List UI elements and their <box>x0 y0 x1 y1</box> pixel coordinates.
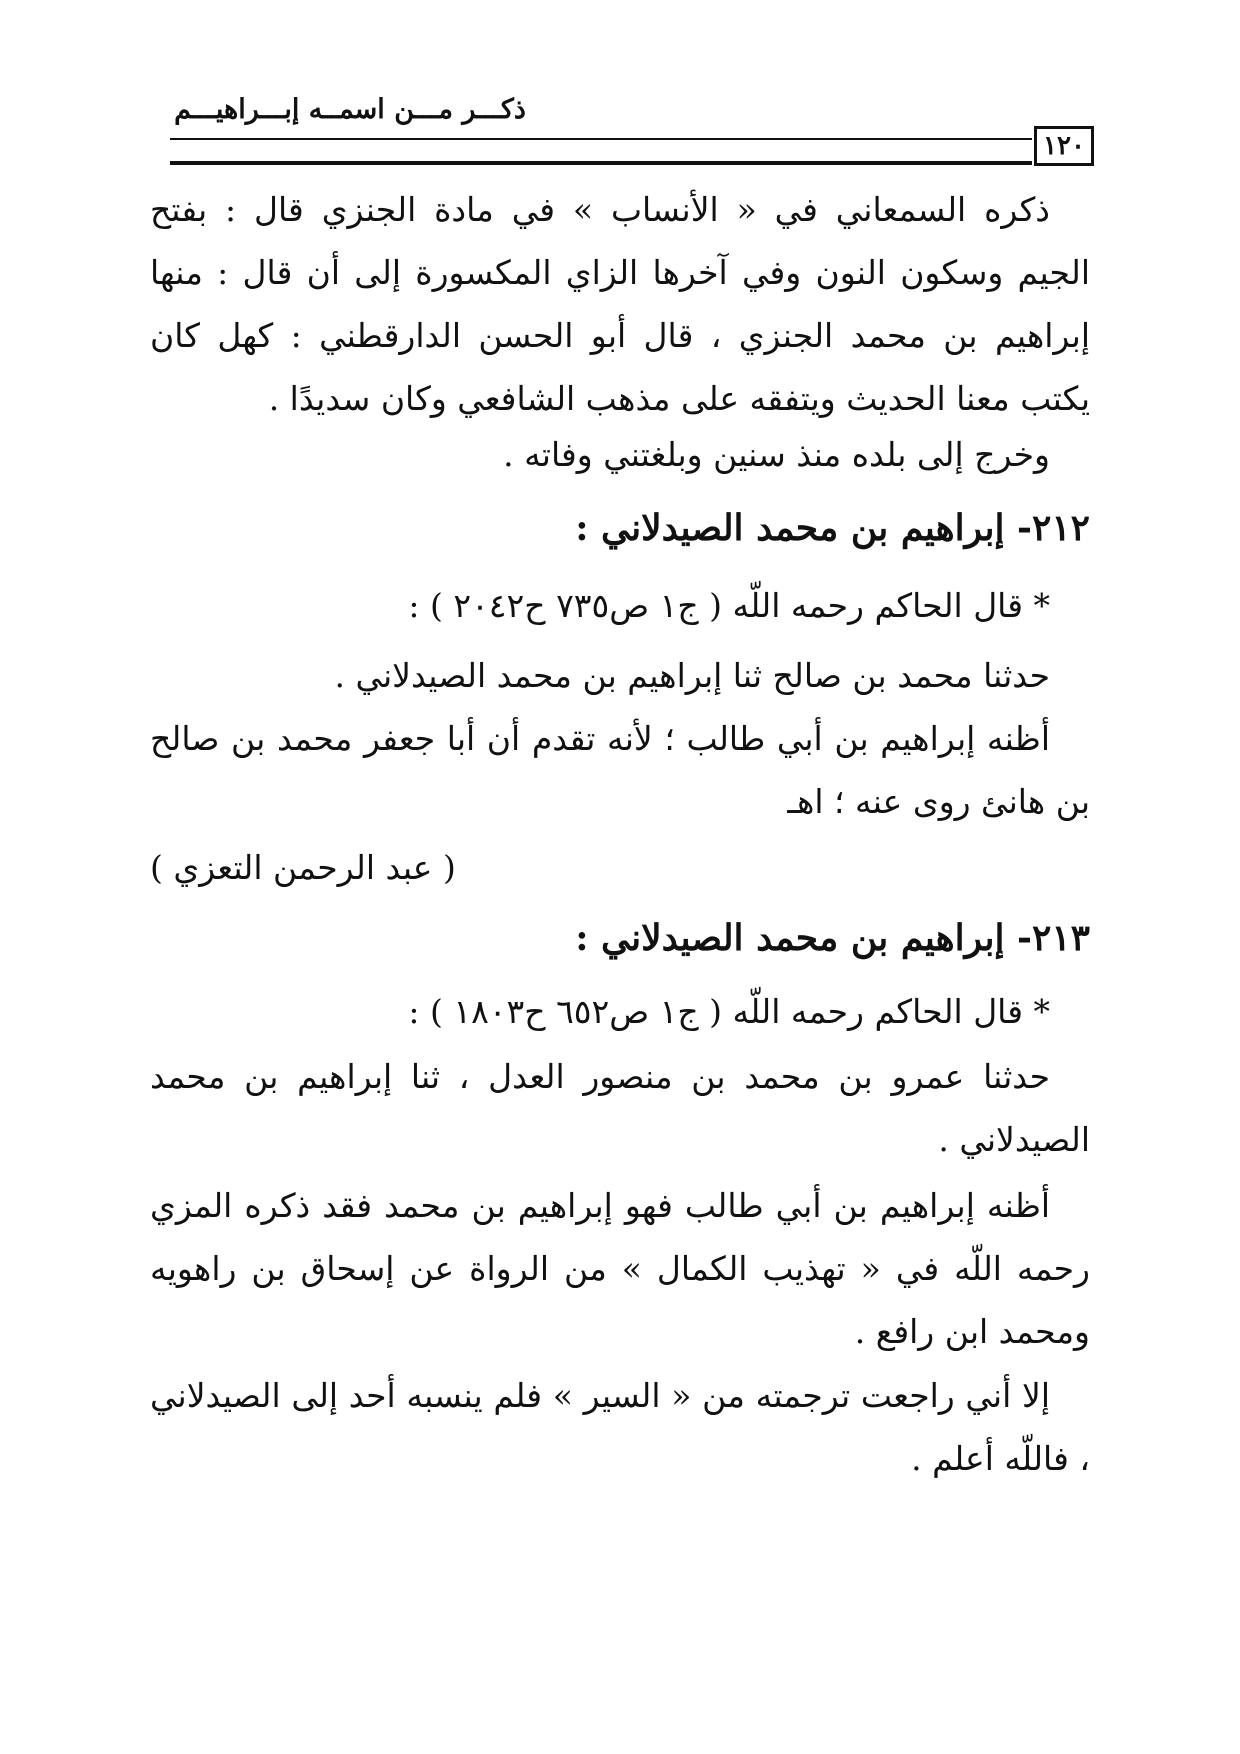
paragraph-death-note: وخرج إلى بلده منذ سنين وبلغتني وفاته . <box>503 435 1050 474</box>
entry-213-narration: حدثنا عمرو بن محمد بن منصور العدل ، ثنا إبراهيم بن محمد الصيدلاني . <box>150 1057 1090 1159</box>
entry-212-citation: * قال الحاكم رحمه اللّه ( ج١ ص٧٣٥ ح٢٠٤٢ ) : <box>408 586 1050 625</box>
entry-213-heading: ٢١٣- إبراهيم بن محمد الصيدلاني : <box>575 917 1090 959</box>
page-number: ١٢٠ <box>1034 126 1094 166</box>
entry-212-comment: أظنه إبراهيم بن أبي طالب ؛ لأنه تقدم أن أبا جعفر محمد بن صالح بن هانئ روى عنه ؛ اهـ <box>150 719 1090 821</box>
header-rule-thick <box>170 161 1032 165</box>
entry-212-signature: ( عبد الرحمن التعزي ) <box>150 848 456 887</box>
entry-212-heading: ٢١٢- إبراهيم بن محمد الصيدلاني : <box>575 507 1090 549</box>
running-title: ذكـــر مـــن اسمــه إبـــراهيـــم <box>174 94 526 125</box>
paragraph-sam-ani: ذكره السمعاني في « الأنساب » في مادة الجنزي قال : بفتح الجيم وسكون النون وفي آخرها الزاي المكسورة إلى أن قال : منها إبراهيم بن محمد الجنزي ، قال أبو الحسن الدارقطني : كهل كان يكتب معنا الحديث ويتفقه على مذهب الشافعي وكان سديدًا . <box>150 190 1090 418</box>
entry-213-comment-1: أظنه إبراهيم بن أبي طالب فهو إبراهيم بن محمد فقد ذكره المزي رحمه اللّه في « تهذيب الكمال » من الرواة عن إسحاق بن راهويه ومحمد ابن رافع . <box>150 1186 1090 1351</box>
entry-213-comment-2: إلا أني راجعت ترجمته من « السير » فلم ينسبه أحد إلى الصيدلاني ، فاللّه أعلم . <box>150 1376 1090 1478</box>
entry-212-narration: حدثنا محمد بن صالح ثنا إبراهيم بن محمد الصيدلاني . <box>334 656 1050 695</box>
header-rule-thin <box>170 138 1032 140</box>
entry-213-citation: * قال الحاكم رحمه اللّه ( ج١ ص٦٥٢ ح١٨٠٣ ) : <box>408 992 1050 1031</box>
